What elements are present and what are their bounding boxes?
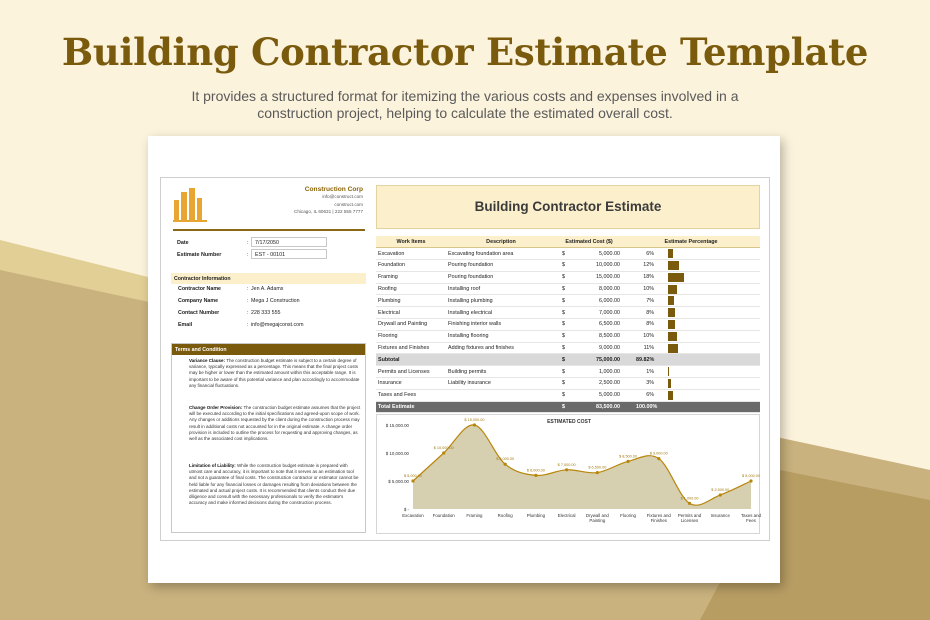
description-cell[interactable]: Pouring foundation (446, 260, 556, 272)
percent-cell: 10% (622, 283, 664, 295)
work-item-cell[interactable]: Flooring (376, 330, 446, 342)
currency-cell: $ (556, 354, 566, 366)
description-cell[interactable]: Installing flooring (446, 330, 556, 342)
currency-cell: $ (556, 319, 566, 331)
data-point (473, 423, 476, 426)
total-row (376, 401, 760, 413)
data-label: $ 5,000.00 (404, 474, 422, 478)
estimate-number-field[interactable]: EST - 00101 (251, 249, 327, 259)
terms-item-liability (189, 463, 361, 506)
work-item-cell[interactable]: Foundation (376, 260, 446, 272)
x-tick-label: Painting (589, 518, 606, 523)
percent-cell: 8% (622, 307, 664, 319)
cost-cell[interactable]: 10,000.00 (566, 260, 622, 272)
percent-cell: 1% (622, 366, 664, 378)
percent-bar-cell (664, 319, 760, 331)
x-tick-label: Roofing (497, 513, 513, 518)
total-label: Total Estimate (376, 401, 446, 413)
x-tick-label: Drywall and (585, 513, 609, 518)
table-body (376, 248, 760, 413)
x-tick-label: Foundation (432, 513, 455, 518)
y-tick-label: $ 15,000.00 (385, 423, 409, 428)
terms-item-title: Variance Clause: (189, 358, 226, 363)
percent-cell: 12% (622, 260, 664, 272)
description-cell[interactable]: Excavating foundation area (446, 248, 556, 260)
data-label: $ 8,000.00 (496, 457, 515, 462)
work-item-cell[interactable]: Taxes and Fees (376, 389, 446, 401)
percent-cell: 3% (622, 378, 664, 390)
percent-bar (668, 273, 684, 282)
percent-bar-cell (664, 330, 760, 342)
table-row (376, 271, 760, 283)
percent-bar (668, 391, 673, 400)
estimate-title: Building Contractor Estimate (474, 199, 662, 214)
x-tick-label: Licenses (680, 518, 699, 523)
cost-cell[interactable]: 7,000.00 (566, 307, 622, 319)
percent-bar-cell (664, 271, 760, 283)
work-item-cell[interactable]: Electrical (376, 307, 446, 319)
spreadsheet-preview (148, 136, 780, 583)
contractor-name-value[interactable]: Jen A. Adams (251, 286, 284, 292)
work-item-cell[interactable]: Plumbing (376, 295, 446, 307)
table-row (376, 319, 760, 331)
cost-cell[interactable]: 8,000.00 (566, 283, 622, 295)
description-cell[interactable]: Pouring foundation (446, 271, 556, 283)
currency-cell: $ (556, 260, 566, 272)
percent-bar-cell (664, 378, 760, 390)
terms-item-variance (189, 358, 361, 389)
work-item-cell[interactable]: Framing (376, 271, 446, 283)
col-header-desc: Description (446, 236, 556, 248)
email-value[interactable]: info@megajconst.com (251, 322, 304, 328)
terms-item-text: The construction budget estimate is subject to a certain degree of variance, typically expressed as a percentage. This means that the final project costs may be higher or lower than the estimated amount within this acceptable range. It is important to be aware of this potential variance and plan accordingly to accommodate any financial fluctuations. (189, 358, 360, 388)
data-point (749, 479, 752, 482)
terms-item-title: Change Order Provision: (189, 405, 243, 410)
contact-number-value[interactable]: 228 333 555 (251, 310, 281, 316)
col-header-work: Work Items (376, 236, 446, 248)
x-tick-label: Finishes (650, 518, 667, 523)
work-item-cell[interactable]: Excavation (376, 248, 446, 260)
estimate-number-colon: : (247, 252, 249, 258)
data-label: $ 10,000.00 (433, 446, 454, 450)
estimate-table (376, 236, 760, 413)
terms-heading: Terms and Condition (172, 344, 365, 355)
chart-svg (377, 415, 761, 535)
percent-bar-cell (664, 389, 760, 401)
cost-cell[interactable]: 6,000.00 (566, 295, 622, 307)
x-tick-label: Fees (746, 518, 756, 523)
company-name-label: Company Name (178, 298, 219, 304)
subtotal-percent: 89.82% (622, 354, 760, 366)
data-point (626, 460, 629, 463)
header-divider (173, 229, 365, 231)
cost-cell[interactable]: 15,000.00 (566, 271, 622, 283)
contact-number-label: Contact Number (178, 310, 220, 316)
work-item-cell[interactable]: Permits and Licenses (376, 366, 446, 378)
table-row (376, 389, 760, 401)
data-label: $ 6,500.00 (588, 465, 607, 470)
col-header-cost: Estimated Cost ($) (556, 236, 622, 248)
data-point (565, 468, 568, 471)
contractor-name-colon: : (247, 286, 249, 292)
data-point (411, 479, 414, 482)
percent-bar (668, 261, 679, 270)
data-label: $ 5,000.00 (742, 474, 760, 478)
cost-cell[interactable]: 9,000.00 (566, 342, 622, 354)
table-row (376, 283, 760, 295)
percent-bar (668, 308, 675, 317)
y-tick-label: $ - (403, 507, 409, 512)
x-tick-label: Fixtures and (646, 513, 671, 518)
data-label: $ 2,500.00 (711, 488, 730, 492)
data-label: $ 7,000.00 (557, 462, 576, 467)
percent-cell: 10% (622, 330, 664, 342)
company-info (183, 186, 363, 216)
data-point (688, 502, 691, 505)
description-cell[interactable]: Installing plumbing (446, 295, 556, 307)
estimate-title-banner (376, 185, 760, 229)
currency-cell: $ (556, 389, 566, 401)
currency-cell: $ (556, 283, 566, 295)
percent-cell: 7% (622, 295, 664, 307)
percent-bar (668, 296, 674, 305)
percent-bar-cell (664, 307, 760, 319)
percent-cell: 6% (622, 248, 664, 260)
work-item-cell[interactable]: Roofing (376, 283, 446, 295)
percent-bar (668, 249, 673, 258)
data-point (442, 451, 445, 454)
currency-cell: $ (556, 378, 566, 390)
cost-cell[interactable]: 8,500.00 (566, 330, 622, 342)
estimate-document (160, 177, 770, 541)
currency-cell: $ (556, 307, 566, 319)
terms-item-title: Limitation of Liability: (189, 463, 236, 468)
cost-cell[interactable]: 5,000.00 (566, 389, 622, 401)
currency-cell: $ (556, 366, 566, 378)
cost-cell[interactable]: 2,500.00 (566, 378, 622, 390)
data-label: $ 1,000.00 (680, 496, 699, 501)
x-tick-label: Permits and (677, 513, 702, 518)
page-subtitle: It provides a structured format for itemizing the various costs and expenses involved in a construction project, helping to calculate the estimated overall cost. (191, 88, 739, 121)
x-tick-label: Flooring (620, 513, 637, 518)
description-cell[interactable]: Finishing interior walls (446, 319, 556, 331)
cost-cell[interactable]: 6,500.00 (566, 319, 622, 331)
data-point (596, 471, 599, 474)
subtotal-cost: 75,000.00 (566, 354, 622, 366)
percent-cell: 18% (622, 271, 664, 283)
contact-number-colon: : (247, 310, 249, 316)
percent-bar (668, 344, 678, 353)
x-tick-label: Framing (466, 513, 483, 518)
percent-cell: 8% (622, 319, 664, 331)
description-cell[interactable]: Adding fixtures and finishes (446, 342, 556, 354)
x-tick-label: Plumbing (526, 513, 546, 518)
description-cell[interactable]: Installing roof (446, 283, 556, 295)
date-field[interactable]: 7/17/2050 (251, 237, 327, 247)
currency-cell: $ (556, 248, 566, 260)
terms-item-text: The construction budget estimate assumes that the project will be executed according to the initial specifications and agreed-upon scope of work. Any changes or additions requested by the client during the construction process may result in additional costs not accounted for in the original estimate. A change order provision is included to outline the process for requesting and approving changes, as well as the associated cost implications. (189, 405, 361, 442)
percent-bar-cell (664, 342, 760, 354)
percent-bar-cell (664, 283, 760, 295)
currency-cell: $ (556, 330, 566, 342)
data-point (657, 457, 660, 460)
total-cost: 83,500.00 (566, 401, 622, 413)
table-row (376, 330, 760, 342)
table-header-row (376, 236, 760, 248)
description-cell[interactable]: Liability insurance (446, 378, 556, 390)
percent-cell: 6% (622, 389, 664, 401)
description-cell[interactable]: Installing electrical (446, 307, 556, 319)
x-tick-label: Taxes and (740, 513, 761, 518)
subtotal-label: Subtotal (376, 354, 446, 366)
data-point (534, 474, 537, 477)
data-point (504, 463, 507, 466)
x-tick-label: Electrical (557, 513, 576, 518)
percent-bar (668, 320, 675, 329)
chart-title: ESTIMATED COST (547, 419, 591, 425)
total-percent: 100.00% (622, 401, 760, 413)
estimate-number-label: Estimate Number (177, 252, 222, 258)
terms-section (171, 343, 366, 533)
contractor-name-label: Contractor Name (178, 286, 221, 292)
currency-cell: $ (556, 271, 566, 283)
date-colon: : (247, 240, 249, 246)
description-cell[interactable]: Building permits (446, 366, 556, 378)
work-item-cell[interactable]: Insurance (376, 378, 446, 390)
data-point (719, 493, 722, 496)
percent-bar (668, 379, 671, 388)
chart-area (413, 425, 751, 509)
table-row (376, 342, 760, 354)
table-row (376, 366, 760, 378)
terms-item-text: While the construction budget estimate is prepared with utmost care and accuracy, it is important to note that it serves as an estimation tool and not a guarantee of final costs. The construction contractor or estimator cannot be held liable for any financial losses or damages resulting from deviations between the estimated and actual project costs. It is recommended that clients conduct their due diligence and consult with the necessary professionals to verify the estimate's accuracy and make informed decisions during the construction process. (189, 463, 359, 506)
percent-bar-cell (664, 366, 760, 378)
percent-bar-cell (664, 295, 760, 307)
data-label: $ 15,000.00 (464, 418, 485, 422)
page-title: Building Contractor Estimate Template (61, 30, 869, 74)
contractor-info-heading: Contractor Information (171, 273, 366, 284)
col-header-pct: Estimate Percentage (622, 236, 760, 248)
currency-cell: $ (556, 342, 566, 354)
cost-cell[interactable]: 1,000.00 (566, 366, 622, 378)
cost-cell[interactable]: 5,000.00 (566, 248, 622, 260)
percent-cell: 11% (622, 342, 664, 354)
y-tick-label: $ 5,000.00 (388, 479, 409, 484)
data-label: $ 9,000.00 (649, 451, 668, 456)
subtotal-row (376, 354, 760, 366)
table-row (376, 260, 760, 272)
y-tick-label: $ 10,000.00 (385, 451, 409, 456)
table-row (376, 295, 760, 307)
data-label: $ 6,000.00 (526, 468, 545, 473)
percent-bar-cell (664, 260, 760, 272)
email-colon: : (247, 322, 249, 328)
company-name-value[interactable]: Mega J Construction (251, 298, 300, 304)
percent-bar (668, 367, 669, 376)
data-label: $ 8,500.00 (619, 454, 638, 459)
company-website: construct.com (334, 201, 363, 207)
company-email: info@construct.com (322, 194, 363, 199)
company-name-colon: : (247, 298, 249, 304)
email-label: Email (178, 322, 193, 328)
x-tick-label: Insurance (710, 513, 730, 518)
company-address: Chicago, IL 60631 | 222 555 7777 (294, 209, 363, 214)
percent-bar (668, 332, 677, 341)
x-tick-label: Excavation (402, 513, 424, 518)
currency-cell: $ (556, 295, 566, 307)
date-label: Date (177, 240, 189, 246)
estimated-cost-chart (376, 414, 760, 534)
work-item-cell[interactable]: Fixtures and Finishes (376, 342, 446, 354)
table-row (376, 378, 760, 390)
currency-cell: $ (556, 401, 566, 413)
terms-item-change-order (189, 405, 361, 442)
work-item-cell[interactable]: Drywall and Painting (376, 319, 446, 331)
description-cell[interactable] (446, 389, 556, 401)
table-row (376, 307, 760, 319)
percent-bar (668, 285, 677, 294)
company-name: Construction Corp (304, 186, 363, 193)
percent-bar-cell (664, 248, 760, 260)
table-row (376, 248, 760, 260)
